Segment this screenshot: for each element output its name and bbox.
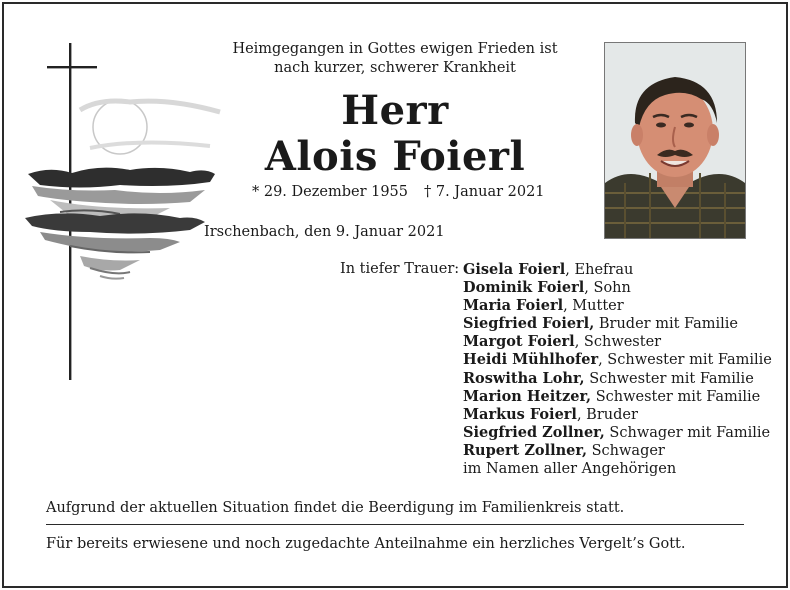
intro-text <box>200 40 590 78</box>
mourner-relation: , Bruder <box>576 406 638 423</box>
mourner-item <box>463 388 772 406</box>
mourner-item <box>463 333 772 351</box>
deceased-name: Alois Foierl <box>264 133 526 180</box>
mourner-name: Roswitha Lohr, <box>463 369 585 387</box>
mourner-relation: , Mutter <box>563 298 624 315</box>
mourner-name: Siegfried Foierl, <box>463 315 595 333</box>
mourner-relation: Schwager <box>587 442 665 459</box>
portrait-illustration <box>605 43 745 238</box>
intro-line-2: nach kurzer, schwerer Krankheit <box>274 60 516 76</box>
landscape-drawing <box>25 168 215 279</box>
death-date: † 7. Januar 2021 <box>424 184 545 200</box>
mourner-relation: Schwager mit Familie <box>604 424 771 441</box>
mourner-name: Gisela Foierl <box>463 261 566 278</box>
divider-line <box>46 524 744 525</box>
portrait-photo <box>604 42 746 239</box>
thanks-text: Für bereits erwiesene und noch zugedachte Anteilnahme ein herzliches Vergelt’s Gott. <box>46 536 686 552</box>
intro-line-1: Heimgegangen in Gottes ewigen Frieden ist <box>232 41 558 57</box>
mourner-item <box>463 261 772 279</box>
mourner-item <box>463 370 772 388</box>
mourner-name: Siegfried Zollner, <box>463 423 605 441</box>
mourner-relation: Bruder mit Familie <box>594 316 738 333</box>
mourner-item <box>463 406 772 424</box>
mourner-name: Heidi Mühlhofer <box>463 351 599 369</box>
mourner-name: Marion Heitzer, <box>463 387 592 405</box>
mourner-relation: im Namen aller Angehörigen <box>463 461 677 478</box>
mourner-relation: , Ehefrau <box>565 262 634 278</box>
birth-date: * 29. Dezember 1955 <box>252 184 409 200</box>
mourner-relation: , Schwester <box>574 334 662 351</box>
mourner-name: Maria Foierl <box>463 297 564 315</box>
mourners-label: In tiefer Trauer: <box>340 261 460 277</box>
place-and-date: Irschenbach, den 9. Januar 2021 <box>204 224 445 240</box>
mourner-relation: Schwester mit Familie <box>584 370 754 387</box>
mourner-relation: Schwester mit Familie <box>591 388 761 405</box>
mourner-name: Dominik Foierl <box>463 279 585 297</box>
mourner-name: Margot Foierl <box>463 333 575 351</box>
mourners-list <box>463 261 772 478</box>
mourner-relation: , Schwester mit Familie <box>598 352 772 369</box>
deceased-honorific: Herr <box>341 87 449 134</box>
funeral-notice: Aufgrund der aktuellen Situation findet die Beerdigung im Familienkreis statt. <box>46 500 625 516</box>
mourner-item <box>463 279 772 297</box>
mourner-relation: , Sohn <box>584 280 631 297</box>
mourner-item <box>463 460 772 478</box>
mourner-item <box>463 315 772 333</box>
mourner-item <box>463 424 772 442</box>
mourner-name: Rupert Zollner, <box>463 441 588 459</box>
mourner-item <box>463 351 772 369</box>
mourner-name: Markus Foierl <box>463 405 577 423</box>
mourner-item <box>463 442 772 460</box>
mourner-item <box>463 297 772 315</box>
